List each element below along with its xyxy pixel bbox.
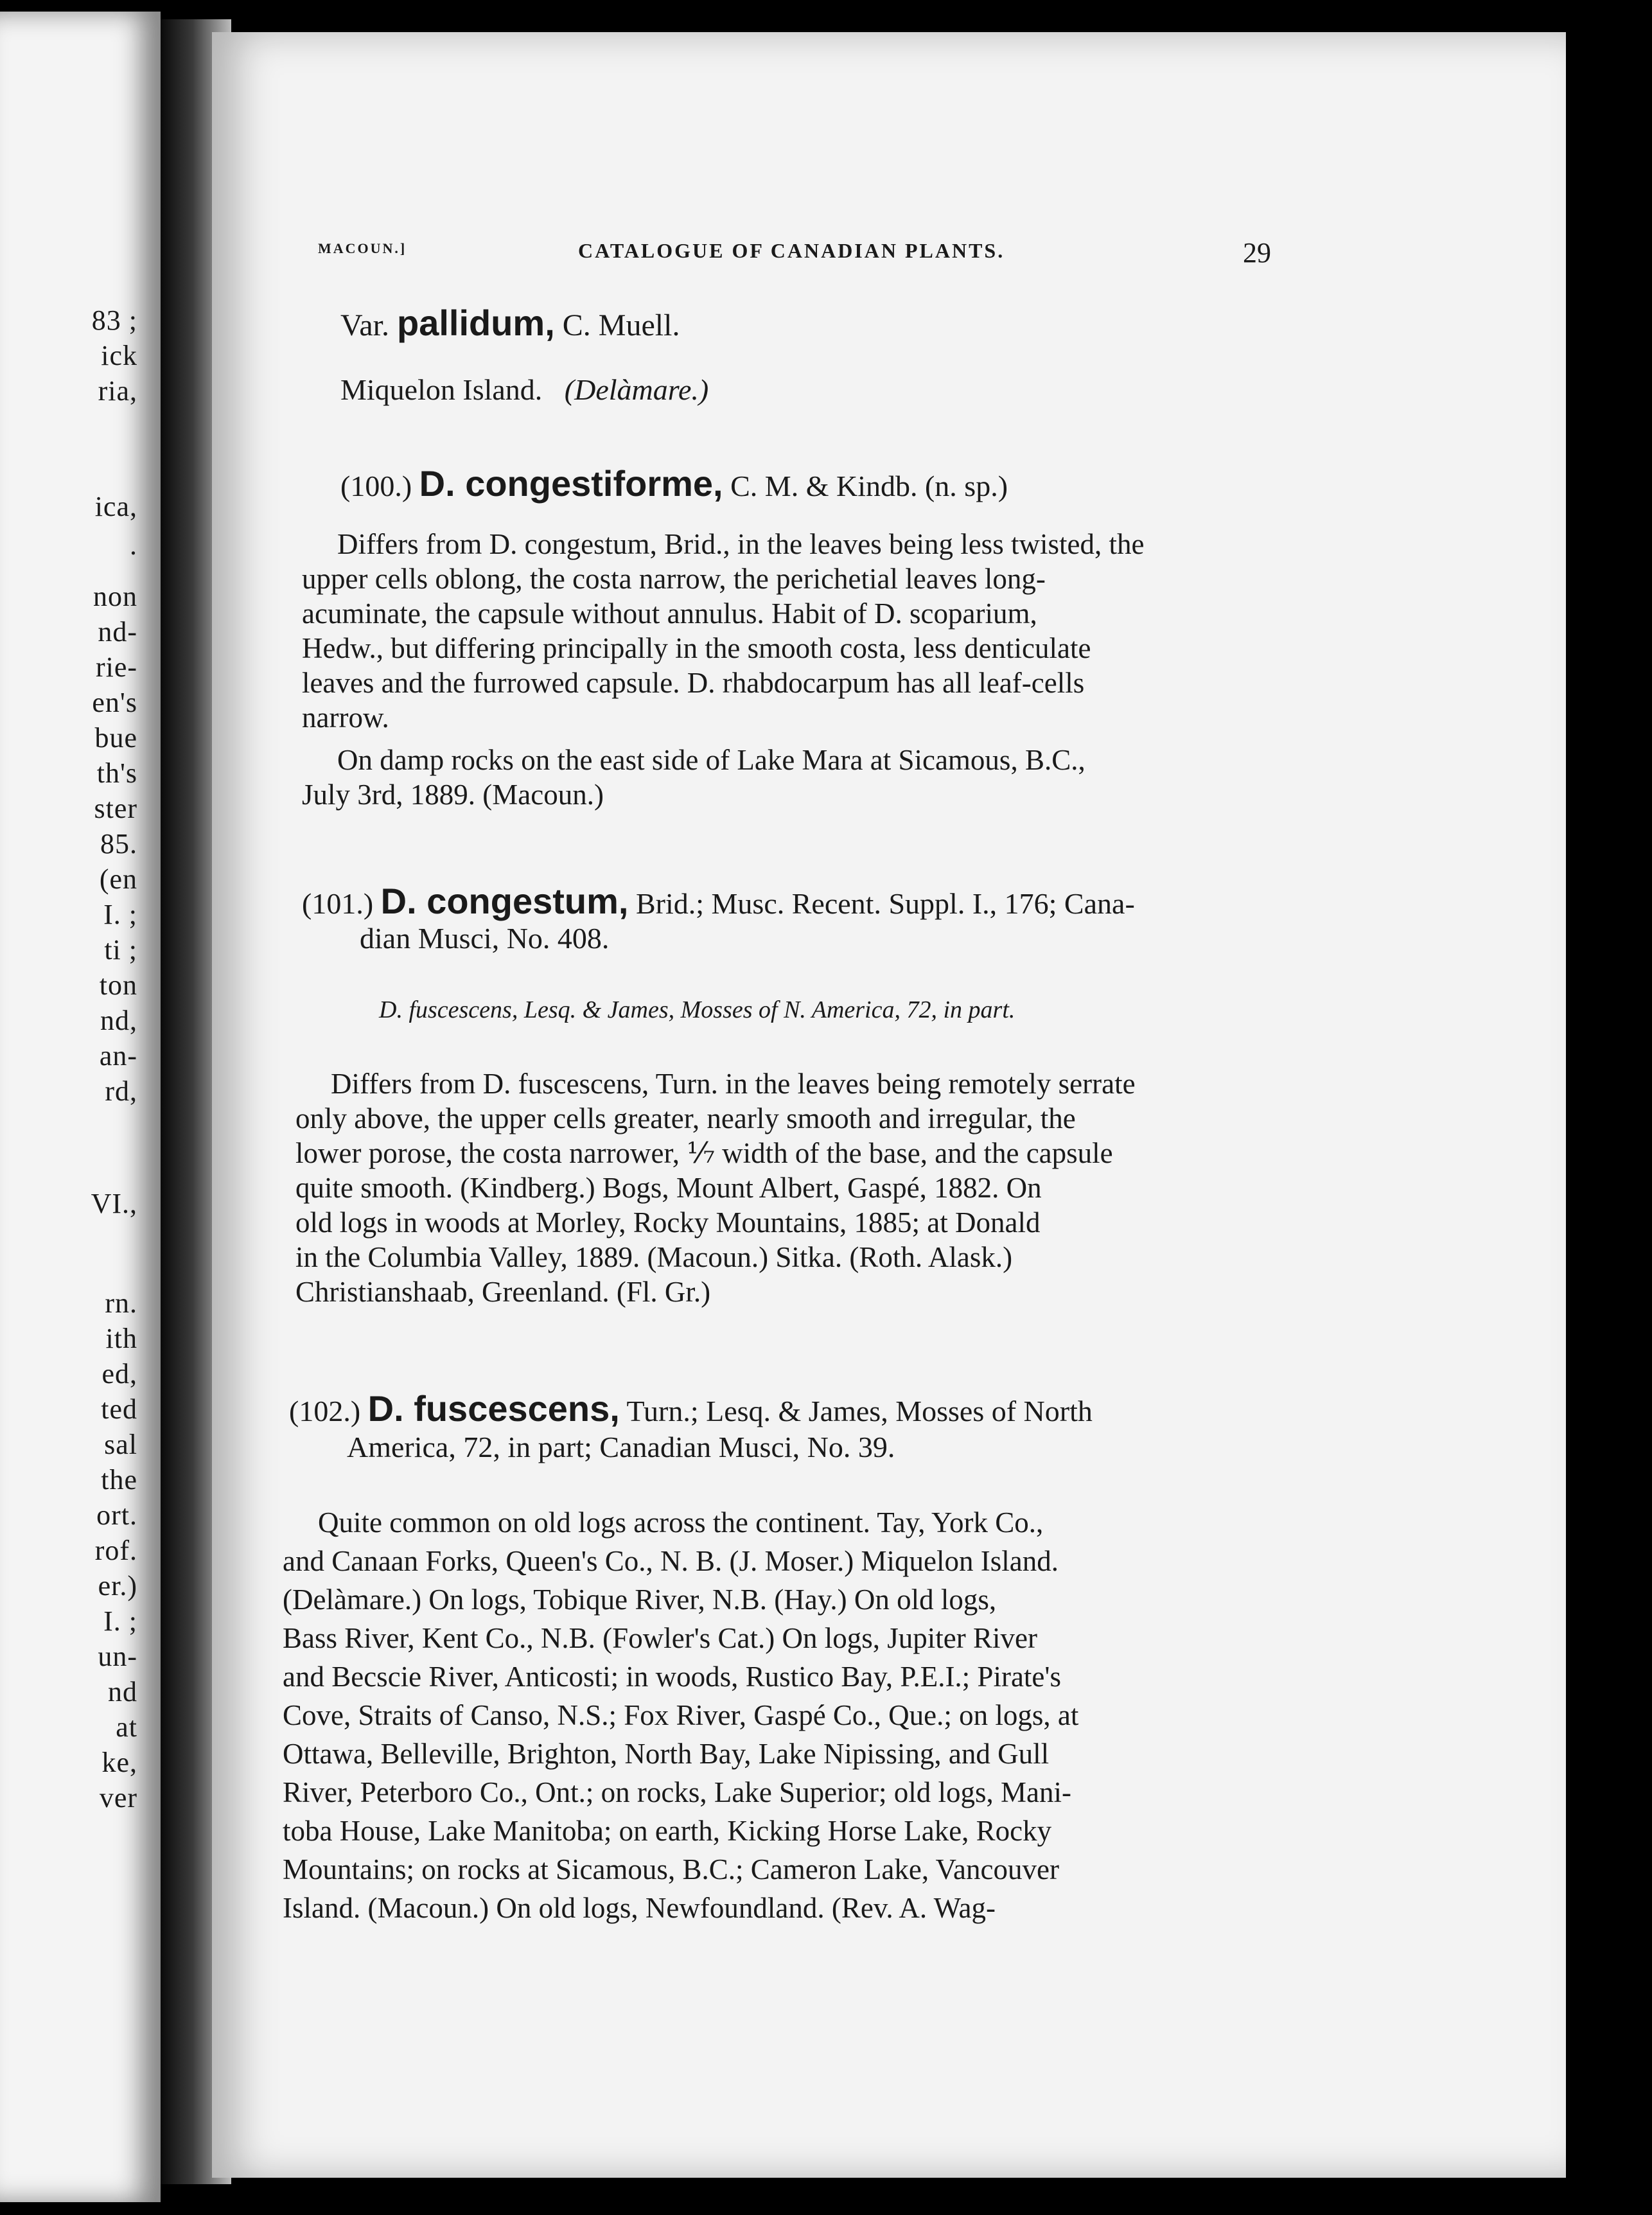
- entry-102-line: Mountains; on rocks at Sicamous, B.C.; Cameron Lake, Vancouver: [283, 1853, 1059, 1885]
- entry-101-line: quite smooth. (Kindberg.) Bogs, Mount Albert, Gaspé, 1882. On: [295, 1172, 1042, 1204]
- facing-page-text-fragment: ver: [99, 1782, 137, 1813]
- facing-page-text-fragment: the: [101, 1464, 137, 1496]
- entry-102-body: [283, 1503, 1310, 1927]
- facing-page-text-fragment: ria,: [98, 375, 137, 407]
- entry-101-name: D. congestum,: [380, 881, 629, 921]
- entry-102-line: Cove, Straits of Canso, N.S.; Fox River, Gaspé Co., Que.; on logs, at: [283, 1699, 1079, 1731]
- facing-page-text-fragment: I. ;: [103, 1605, 137, 1637]
- entry-100-name: D. congestiforme,: [419, 463, 723, 504]
- facing-page-text-fragment: an-: [99, 1040, 137, 1072]
- entry-100-line: narrow.: [302, 702, 389, 734]
- entry-100-body: [302, 527, 1310, 812]
- facing-page-text-fragment: ort.: [96, 1499, 137, 1531]
- variety-authority: C. Muell.: [562, 308, 680, 342]
- facing-page-text-fragment: rie-: [95, 651, 137, 683]
- facing-page-text-fragment: ed,: [101, 1358, 137, 1390]
- entry-102-line: Quite common on old logs across the continent. Tay, York Co.,: [318, 1506, 1044, 1539]
- facing-page-text-fragment: ted: [101, 1393, 137, 1425]
- entry-101-authority-cont: dian Musci, No. 408.: [360, 922, 610, 955]
- entry-101-line: old logs in woods at Morley, Rocky Mountains, 1885; at Donald: [295, 1206, 1041, 1239]
- entry-100-line: On damp rocks on the east side of Lake Mara at Sicamous, B.C.,: [337, 744, 1085, 776]
- facing-page-text-fragment: th's: [96, 757, 137, 789]
- entry-101-number: (101.): [302, 887, 374, 920]
- entry-102-line: and Becscie River, Anticosti; in woods, Rustico Bay, P.E.I.; Pirate's: [283, 1661, 1062, 1693]
- variety-name: pallidum,: [396, 303, 555, 343]
- facing-page-text-fragment: non: [93, 581, 137, 612]
- entry-100-line: July 3rd, 1889. (Macoun.): [302, 779, 604, 811]
- variety-collector: (Delàmare.): [564, 373, 709, 406]
- facing-page-text-fragment: nd: [108, 1676, 137, 1708]
- entry-100-line: upper cells oblong, the costa narrow, the perichetial leaves long-: [302, 563, 1046, 595]
- entry-101-line: only above, the upper cells greater, nearly smooth and irregular, the: [295, 1102, 1076, 1134]
- facing-page-text-fragment: ti ;: [104, 934, 137, 966]
- entry-100-line: Hedw., but differing principally in the smooth costa, less denticulate: [302, 632, 1091, 664]
- running-head-author: MACOUN.]: [318, 240, 407, 256]
- variety-prefix: Var.: [340, 308, 389, 342]
- facing-page-text-fragment: I. ;: [103, 899, 137, 930]
- entry-100-heading: [340, 463, 1008, 504]
- facing-page-text-fragment: .: [130, 529, 137, 561]
- entry-102-line: Island. (Macoun.) On old logs, Newfoundland. (Rev. A. Wag-: [283, 1892, 996, 1924]
- entry-101-body: [295, 1066, 1310, 1309]
- facing-page-text-fragment: ica,: [94, 491, 137, 522]
- facing-page-text-fragment: ster: [94, 793, 137, 824]
- entry-101-line: Differs from D. fuscescens, Turn. in the leaves being remotely serrate: [331, 1068, 1136, 1100]
- entry-102-line: toba House, Lake Manitoba; on earth, Kicking Horse Lake, Rocky: [283, 1815, 1052, 1847]
- entry-101-authority: Brid.; Musc. Recent. Suppl. I., 176; Cana-: [635, 887, 1135, 920]
- facing-page-text-fragment: 85.: [100, 828, 137, 860]
- variety-locality: Miquelon Island.: [340, 373, 543, 406]
- facing-page-edge: [0, 12, 161, 2202]
- running-head-title: CATALOGUE OF CANADIAN PLANTS.: [578, 239, 1005, 262]
- facing-page-text-fragment: rn.: [105, 1287, 137, 1319]
- facing-page-text-fragment: en's: [92, 687, 137, 718]
- facing-page-text-fragment: bue: [94, 722, 137, 754]
- entry-100-line: leaves and the furrowed capsule. D. rhabdocarpum has all leaf-cells: [302, 667, 1085, 699]
- entry-102-number: (102.): [289, 1395, 361, 1427]
- entry-102-line: and Canaan Forks, Queen's Co., N. B. (J. Moser.) Miquelon Island.: [283, 1545, 1059, 1577]
- facing-page-text-fragment: 83 ;: [91, 304, 137, 336]
- entry-102-line: Ottawa, Belleville, Brighton, North Bay, Lake Nipissing, and Gull: [283, 1738, 1050, 1770]
- facing-page-text-fragment: (en: [99, 863, 137, 895]
- variety-locality-line: [340, 373, 708, 407]
- facing-page-text-fragment: ick: [101, 340, 137, 371]
- entry-100-number: (100.): [340, 470, 412, 502]
- facing-page-text-fragment: un-: [98, 1641, 137, 1672]
- facing-page-text-fragment: VI.,: [91, 1188, 137, 1219]
- facing-page-text-fragment: sal: [104, 1429, 137, 1460]
- entry-101-synonym: D. fuscescens, Lesq. & James, Mosses of N. America, 72, in part.: [379, 996, 1015, 1023]
- facing-page-text-fragment: nd,: [100, 1005, 137, 1036]
- entry-101-line: lower porose, the costa narrower, ⅐ width of the base, and the capsule: [295, 1137, 1113, 1169]
- facing-page-text-fragment: er.): [98, 1570, 137, 1602]
- facing-page-text-fragment: rd,: [105, 1075, 137, 1107]
- entry-102-authority-cont: America, 72, in part; Canadian Musci, No. 39.: [347, 1431, 895, 1463]
- facing-page-text-fragment: ton: [99, 969, 137, 1001]
- entry-101-line: Christianshaab, Greenland. (Fl. Gr.): [295, 1276, 711, 1308]
- facing-page-text-fragment: at: [116, 1711, 137, 1743]
- variety-heading: [340, 302, 680, 344]
- entry-100-line: acuminate, the capsule without annulus. Habit of D. scoparium,: [302, 597, 1037, 630]
- facing-page-text-fragment: ith: [105, 1323, 137, 1354]
- entry-101-heading: [302, 880, 1135, 922]
- facing-page-text-fragment: rof.: [94, 1535, 137, 1566]
- page-number: 29: [1243, 237, 1271, 269]
- entry-102-heading: [289, 1388, 1093, 1429]
- facing-page-text-fragment: nd-: [98, 616, 137, 648]
- entry-100-line: Differs from D. congestum, Brid., in the leaves being less twisted, the: [337, 528, 1145, 560]
- book-page: [212, 32, 1566, 2178]
- entry-102-line: (Delàmare.) On logs, Tobique River, N.B. (Hay.) On old logs,: [283, 1584, 997, 1616]
- entry-101-line: in the Columbia Valley, 1889. (Macoun.) Sitka. (Roth. Alask.): [295, 1241, 1013, 1273]
- entry-102-authority: Turn.; Lesq. & James, Mosses of North: [626, 1395, 1093, 1427]
- entry-102-line: River, Peterboro Co., Ont.; on rocks, Lake Superior; old logs, Mani-: [283, 1776, 1072, 1808]
- entry-102-name: D. fuscescens,: [367, 1388, 620, 1429]
- entry-102-line: Bass River, Kent Co., N.B. (Fowler's Cat.) On logs, Jupiter River: [283, 1622, 1037, 1654]
- facing-page-text-fragment: ke,: [101, 1747, 137, 1778]
- entry-100-authority: C. M. & Kindb. (n. sp.): [730, 470, 1008, 502]
